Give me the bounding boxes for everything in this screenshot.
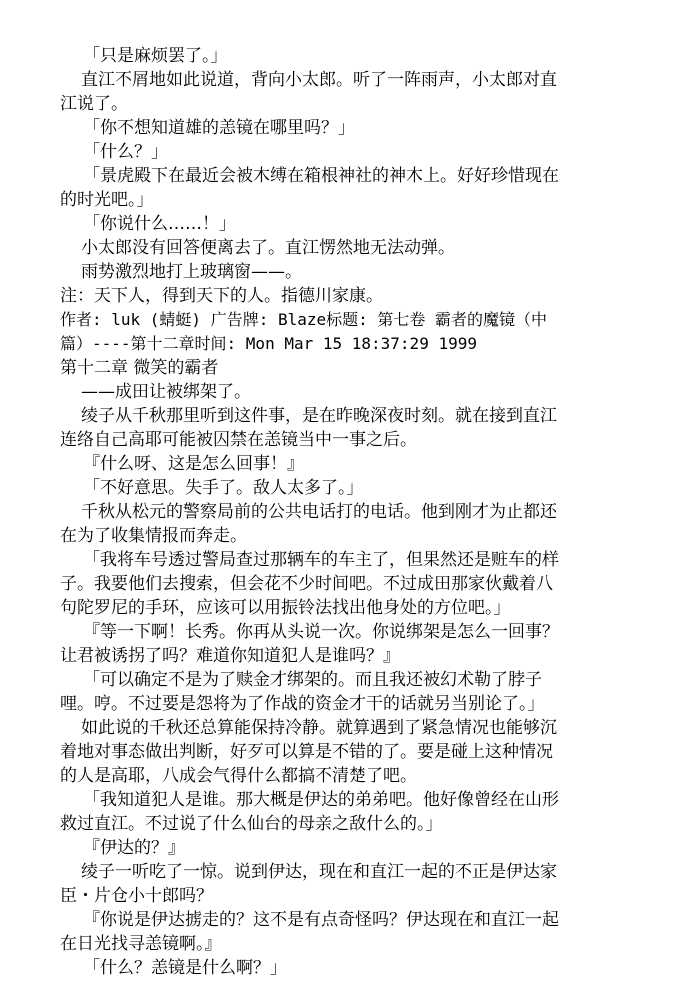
- text-line: 着地对事态做出判断，好歹可以算是不错的了。要是碰上这种情况: [60, 742, 553, 762]
- footnote-line: 注：天下人，得到天下的人。指德川家康。: [60, 286, 383, 306]
- text-line: 在为了收集情报而奔走。: [60, 526, 247, 546]
- text-line: 「不好意思。失手了。敌人太多了。」: [83, 478, 364, 498]
- text-line: 的人是高耶，八成会气得什么都搞不清楚了吧。: [60, 766, 417, 786]
- text-line: ——成田让被绑架了。: [81, 382, 251, 402]
- text-line: 句陀罗尼的手环，应该可以用振铃法找出他身处的方位吧。」: [60, 598, 511, 618]
- text-line: 救过直江。不过说了什么仙台的母亲之敌什么的。」: [60, 814, 443, 834]
- text-line: 『伊达的？』: [83, 838, 185, 858]
- chapter-title: 第十二章 微笑的霸者: [60, 358, 219, 378]
- text-line: 臣・片仓小十郎吗？: [60, 886, 213, 906]
- text-line: 『什么呀、这是怎么回事！』: [83, 454, 304, 474]
- text-line: 雨势激烈地打上玻璃窗——。: [81, 262, 302, 282]
- text-line: 绫子从千秋那里听到这件事，是在昨晚深夜时刻。就在接到直江: [81, 406, 557, 426]
- text-line: 如此说的千秋还总算能保持冷静。就算遇到了紧急情况也能够沉: [81, 718, 557, 738]
- post-header-line: 作者: luk (蜻蜓) 广告牌: Blaze标题: 第七卷 霸者的魔镜（中: [60, 310, 548, 329]
- text-line: 「可以确定不是为了赎金才绑架的。而且我还被幻术勒了脖子: [83, 670, 542, 690]
- text-line: 在日光找寻恙镜啊。』: [60, 934, 222, 954]
- text-line: 江说了。: [60, 94, 128, 114]
- text-line: 「什么？恙镜是什么啊？」: [83, 958, 287, 978]
- text-line: 『你说是伊达掳走的？这不是有点奇怪吗？伊达现在和直江一起: [83, 910, 559, 930]
- text-line: 哩。哼。不过要是怨将为了作战的资金才干的话就另当别论了。」: [60, 694, 545, 714]
- text-line: 直江不屑地如此说道，背向小太郎。听了一阵雨声，小太郎对直: [81, 70, 557, 90]
- text-line: 让君被诱拐了吗？难道你知道犯人是谁吗？』: [60, 646, 400, 666]
- text-line: 「景虎殿下在最近会被木缚在箱根神社的神木上。好好珍惜现在: [83, 166, 559, 186]
- post-header-line: 篇）----第十二章时间: Mon Mar 15 18:37:29 1999: [60, 334, 477, 353]
- text-line: 子。我要他们去搜索，但会花不少时间吧。不过成田那家伙戴着八: [60, 574, 553, 594]
- text-line: 绫子一听吃了一惊。说到伊达，现在和直江一起的不正是伊达家: [81, 862, 557, 882]
- text-line: 「什么？」: [83, 142, 168, 162]
- text-line: 「只是麻烦罢了。」: [83, 46, 228, 66]
- text-line: 连络自己高耶可能被囚禁在恙镜当中一事之后。: [60, 430, 417, 450]
- text-line: 小太郎没有回答便离去了。直江愣然地无法动弹。: [81, 238, 455, 258]
- text-line: 「你不想知道雄的恙镜在哪里吗？」: [83, 118, 355, 138]
- text-line: 的时光吧。」: [60, 190, 154, 210]
- text-line: 「我知道犯人是谁。那大概是伊达的弟弟吧。他好像曾经在山形: [83, 790, 559, 810]
- text-line: 「你说什么……！」: [83, 214, 236, 234]
- text-line: 千秋从松元的警察局前的公共电话打的电话。他到刚才为止都还: [81, 502, 557, 522]
- text-line: 「我将车号透过警局查过那辆车的车主了，但果然还是赃车的样: [83, 550, 559, 570]
- text-line: 『等一下啊！长秀。你再从头说一次。你说绑架是怎么一回事？: [83, 622, 559, 642]
